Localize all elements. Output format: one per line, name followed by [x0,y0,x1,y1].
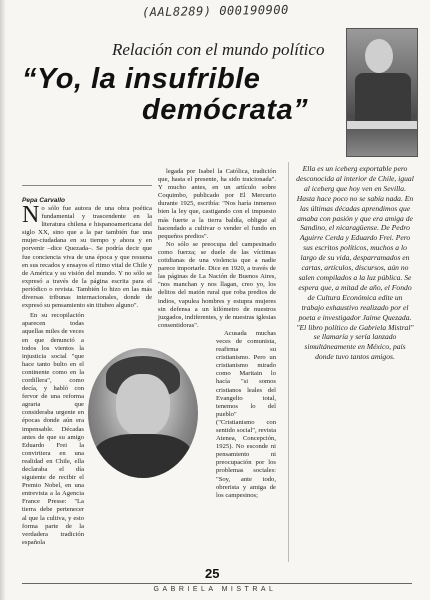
byline: Pepa Carvallo [22,197,65,204]
footer-publication: GABRIELA MISTRAL [153,586,277,593]
col-a-paragraph-1: o sólo fue autora de una obra poética fundamental y trascendente en la literatura chilena e hispanoamericana del siglo XX, sino que a la par también fue una mujer-ciudadana en su tiempo y ahora y en porvenir –dice Quezada–. Se podría decir que fue conciencia viva de una época y que resuena en sus recados y ensayos el ritmo vital de Chile y de América y su visión del mundo. Y no sólo se expresó a través de la página escrita para el periódico o revista. También lo hizo en las más diversas tribunas internacionales, donde de expresó su pensamiento sin titubeo alguno". [22,205,153,310]
page-number: 25 [205,566,220,581]
photo-table [347,121,417,129]
sidebar-divider [288,162,289,562]
byline-rule [22,185,152,186]
col-b-paragraph-3: Acusada muchas veces de comunista, reafirma su cristianismo. Pero un cristianismo mirado como Maritain lo hacía "si somos cristianos leales del Evangelio total, tenemos lo del pueblo" ("Cristianismo con sentido social", revista Atenea, Concepción, 1925). No esconde ni pensamiento ni preocupación por los problemas sociales: "Soy, ante todo, obrerista y amiga de los campesinos; [216,329,276,499]
col-b-paragraph-1: legada por Isabel la Católica, tradición que, hasta el presente, ha sido traicionada". Y mucho antes, en un artículo sobre Coquimbo, publicado por El Mercurio durante 1925, escribía: "Nos haría inmenso bien la ley que, castigando con el impuesto más fuerte a la tierra baldía, obligue al hacendado a cultivar o vender el fundo en pequeños predios". [158,168,276,240]
article-title [22,64,342,126]
portrait-face [116,374,170,436]
mistral-portrait [88,348,198,478]
portrait-coat [94,434,192,478]
footer-rule [22,583,412,584]
title-line-1: “Yo, la insufrible [22,63,261,95]
article-kicker: Relación con el mundo político [112,40,325,59]
archive-annotation: (AAL8289) 000190900 [141,2,289,20]
col-a-paragraph-2: En su recopilación aparecen todas aquellas miles de veces en que denunció a todos los vientos la injusticia social "que hace tanto bulto en el continente como en la cordillera", como decía, y habló con fervor de una reforma agraria que consideraba urgente en épocas donde aún era impensable. Décadas antes de que su amigo Eduardo Frei la convirtiera en una realidad en Chile, ella declaraba el día siguiente de recibir el Premio Nobel, en una entrevista a la Agencia France Presse: "La tierra debe pertenecer al que la cultiva, y esto forma parte de la verdadera tradición española [22,312,84,546]
photo-body [355,73,411,123]
dropcap: N [22,202,40,228]
pull-quote-sidebar: Ella es un iceberg exportable pero desconocida al interior de Chile, igual al iceberg que hoy ven en Sevilla. Hasta hace poco no se sabía nada. En las últimas décadas aprendimos que amaba con pasión y que era amiga de Sandino, el nicaragüense. De Pedro Aguirre Cerda y Eduardo Frei. Pero sus escritos políticos, muchos a lo largo de su vida, desparramados en cartas, artículos, discursos, aún no salen compilados a la luz pública. Se espera que, a mitad de año, el Fondo de Cultura Económica edite un trabajo exhaustivo realizado por el poeta e investigador Jaime Quezada. "El libro político de Gabriela Mistral" se llamaría y sería lanzado simultáneamente en México, país donde tuvo tantos amigos. [296,164,414,362]
col-b-paragraph-2: No sólo se preocupa del campesinado como fuerza; se duele de las víctimas cotidianas de una violencia que a nadie parece importarle. Dice en 1920, a través de las páginas de La Nación de Buenos Aires, "nos manchan y nos llagan, creo yo, los delitos del matón rural que roba predios de indios, vapulea hombres y estupra mujeres sin defensa a un kilómetro de nuestros juzgados, indiferentes, y de nuestras iglesias consentidoras". [158,240,276,329]
title-line-2: demócrata” [142,94,309,126]
photo-face [365,39,393,73]
mistral-photo-top [346,28,418,157]
scan-edge [0,0,6,600]
